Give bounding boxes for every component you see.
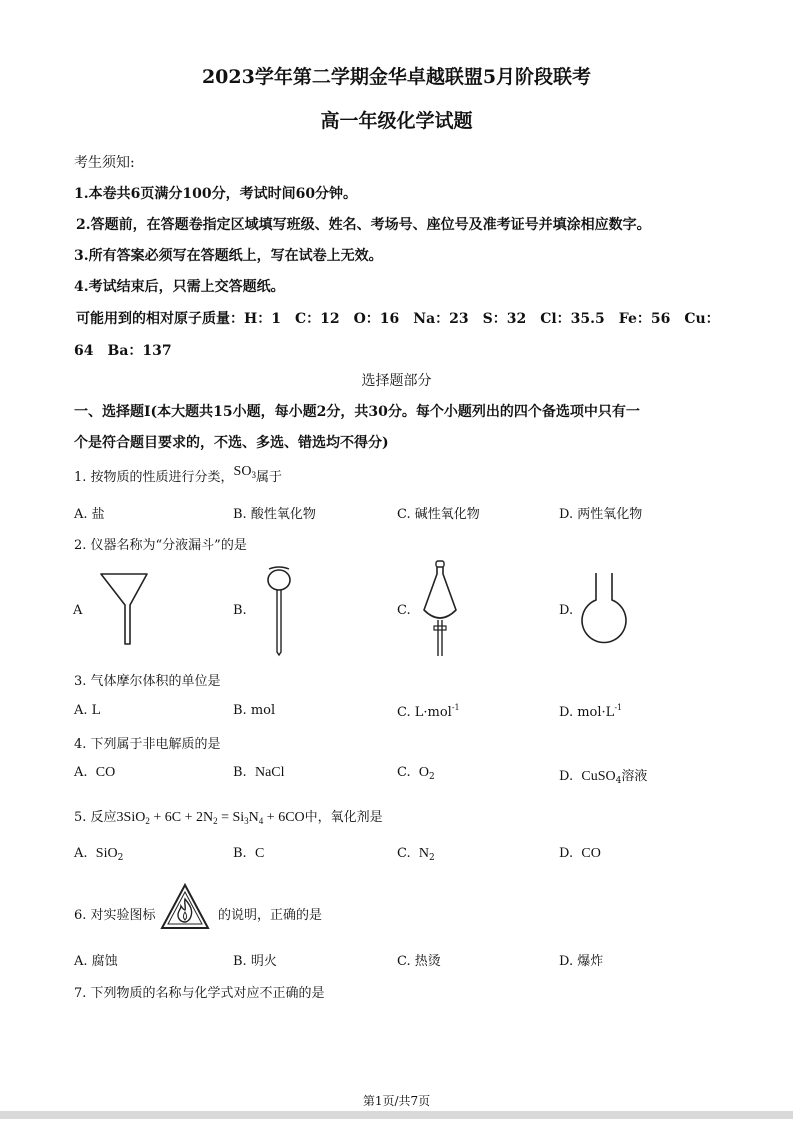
q1-option-c[interactable]: C. 碱性氧化物 <box>397 507 480 522</box>
q5-a-formula: SiO <box>95 846 118 861</box>
q4-b-formula: NaCl <box>254 765 285 780</box>
q5-eq-p1: 3SiO <box>116 810 146 825</box>
q2-option-d-label[interactable]: D. <box>559 603 574 618</box>
q4-d-formula: CuSO <box>581 769 616 784</box>
q5-equation <box>117 810 305 825</box>
q1-formula-base: SO <box>233 464 252 479</box>
q3-c-text: C. L·mol <box>397 705 452 720</box>
q5-eq-p3: = Si <box>217 810 245 825</box>
q2-option-b-label[interactable]: B. <box>233 603 247 618</box>
notice-item-4: 4.考试结束后，只需上交答题纸。 <box>74 279 285 295</box>
q1-option-b[interactable]: B. 酸性氧化物 <box>233 507 316 522</box>
question-5-stem <box>74 806 383 826</box>
q1-stem-after: 属于 <box>255 470 282 485</box>
q4-d-after: 溶液 <box>621 769 648 784</box>
funnel-icon <box>100 572 150 647</box>
q5-c-label: C. <box>397 846 411 861</box>
q4-d-label: D. <box>559 769 574 784</box>
q4-option-c[interactable] <box>397 765 435 782</box>
q1-formula <box>234 464 256 479</box>
q1-option-d[interactable]: D. 两性氧化物 <box>559 507 643 522</box>
q5-option-b[interactable] <box>233 846 264 862</box>
q2-option-a-label[interactable]: A <box>73 603 83 618</box>
question-1-stem <box>74 466 282 486</box>
q4-c-label: C. <box>397 765 411 780</box>
q1-option-a[interactable]: A. 盐 <box>74 507 105 522</box>
page-bottom-divider <box>0 1111 793 1119</box>
notice-item-1: 1.本卷共6页满分100分，考试时间60分钟。 <box>74 186 358 202</box>
q4-a-label: A. <box>74 765 88 780</box>
q5-a-label: A. <box>74 846 88 861</box>
q6-stem-before: 6. 对实验图标 <box>74 908 156 923</box>
q6-option-b[interactable]: B. 明火 <box>233 954 277 969</box>
notice-item-2: 2.答题前，在答题卷指定区域填写班级、姓名、考场号、座位号及准考证号并填涂相应数字。 <box>76 217 651 233</box>
q6-option-c[interactable]: C. 热烫 <box>397 954 441 969</box>
q3-option-c[interactable] <box>397 703 460 720</box>
q3-option-a[interactable]: A. L <box>74 703 101 718</box>
q5-eq-p2: + 6C + 2N <box>149 810 214 825</box>
notice-item-3: 3.所有答案必须写在答题纸上，写在试卷上无效。 <box>74 248 383 264</box>
q2-option-c-label[interactable]: C. <box>397 603 411 618</box>
q6-stem-after: 的说明，正确的是 <box>218 908 323 923</box>
q5-c-sub: 2 <box>429 853 435 863</box>
q5-option-a[interactable] <box>74 846 123 863</box>
q5-option-c[interactable] <box>397 846 435 863</box>
q3-option-d[interactable] <box>559 703 622 720</box>
q5-eq-p4: N <box>248 810 259 825</box>
notice-heading: 考生须知: <box>74 155 135 171</box>
q5-stem-after: 中，氧化剂是 <box>304 810 383 825</box>
question-3-stem: 3. 气体摩尔体积的单位是 <box>74 674 221 689</box>
q6-option-d[interactable]: D. 爆炸 <box>559 954 604 969</box>
question-2-stem: 2. 仪器名称为“分液漏斗”的是 <box>74 538 247 553</box>
q5-b-label: B. <box>233 846 247 861</box>
q5-eq-s3: 3 <box>244 816 249 826</box>
atomic-masses-line-1: 可能用到的相对原子质量：H：1 C：12 O：16 Na：23 S：32 Cl：35.5 Fe：56 Cu： <box>76 311 720 327</box>
round-flask-icon <box>578 572 630 644</box>
q4-c-sub: 2 <box>429 772 435 782</box>
section-heading-line-1: 一、选择题Ⅰ(本大题共15小题，每小题2分，共30分。每个小题列出的四个备选项中只有一 <box>74 404 640 420</box>
question-7-stem: 7. 下列物质的名称与化学式对应不正确的是 <box>74 986 325 1001</box>
q4-d-sub: 4 <box>615 776 622 786</box>
q5-option-d[interactable] <box>559 846 601 862</box>
q5-eq-s4: 4 <box>258 816 264 826</box>
q5-stem-before: 5. 反应 <box>74 810 117 825</box>
section-title: 选择题部分 <box>361 373 432 389</box>
q3-c-sup: -1 <box>451 703 460 712</box>
q5-a-sub: 2 <box>117 853 124 863</box>
q5-eq-s1: 2 <box>145 816 150 826</box>
bulb-funnel-icon <box>262 564 296 656</box>
atomic-masses-line-2: 64 Ba：137 <box>74 343 172 359</box>
section-heading-line-2: 个是符合题目要求的，不选、多选、错选均不得分) <box>74 435 389 451</box>
exam-title: 2023学年第二学期金华卓越联盟5月阶段联考 <box>201 66 592 88</box>
q1-formula-sub: 3 <box>251 470 256 480</box>
q6-option-a[interactable]: A. 腐蚀 <box>74 954 118 969</box>
q5-d-formula: CO <box>581 846 601 861</box>
q4-a-formula: CO <box>95 765 116 780</box>
q5-c-formula: N <box>418 846 430 861</box>
q4-c-formula: O <box>418 765 430 780</box>
q3-option-b[interactable]: B. mol <box>233 703 276 718</box>
separatory-funnel-icon <box>420 560 462 660</box>
q4-option-d[interactable] <box>559 765 647 786</box>
q5-d-label: D. <box>559 846 574 861</box>
q4-option-b[interactable] <box>233 765 285 781</box>
q1-stem-text: 1. 按物质的性质进行分类， <box>74 470 234 485</box>
flame-warning-icon <box>160 883 210 931</box>
q3-d-sup: -1 <box>614 703 623 712</box>
q5-b-formula: C <box>254 846 265 861</box>
q4-option-a[interactable] <box>74 765 115 781</box>
q4-b-label: B. <box>233 765 247 780</box>
q3-d-text: D. mol·L <box>559 705 615 720</box>
q5-eq-s2: 2 <box>213 816 218 826</box>
page-number: 第1页/共7页 <box>362 1094 431 1108</box>
q5-eq-p5: + 6CO <box>263 810 305 825</box>
exam-subtitle: 高一年级化学试题 <box>320 110 473 132</box>
question-4-stem: 4. 下列属于非电解质的是 <box>74 737 221 752</box>
